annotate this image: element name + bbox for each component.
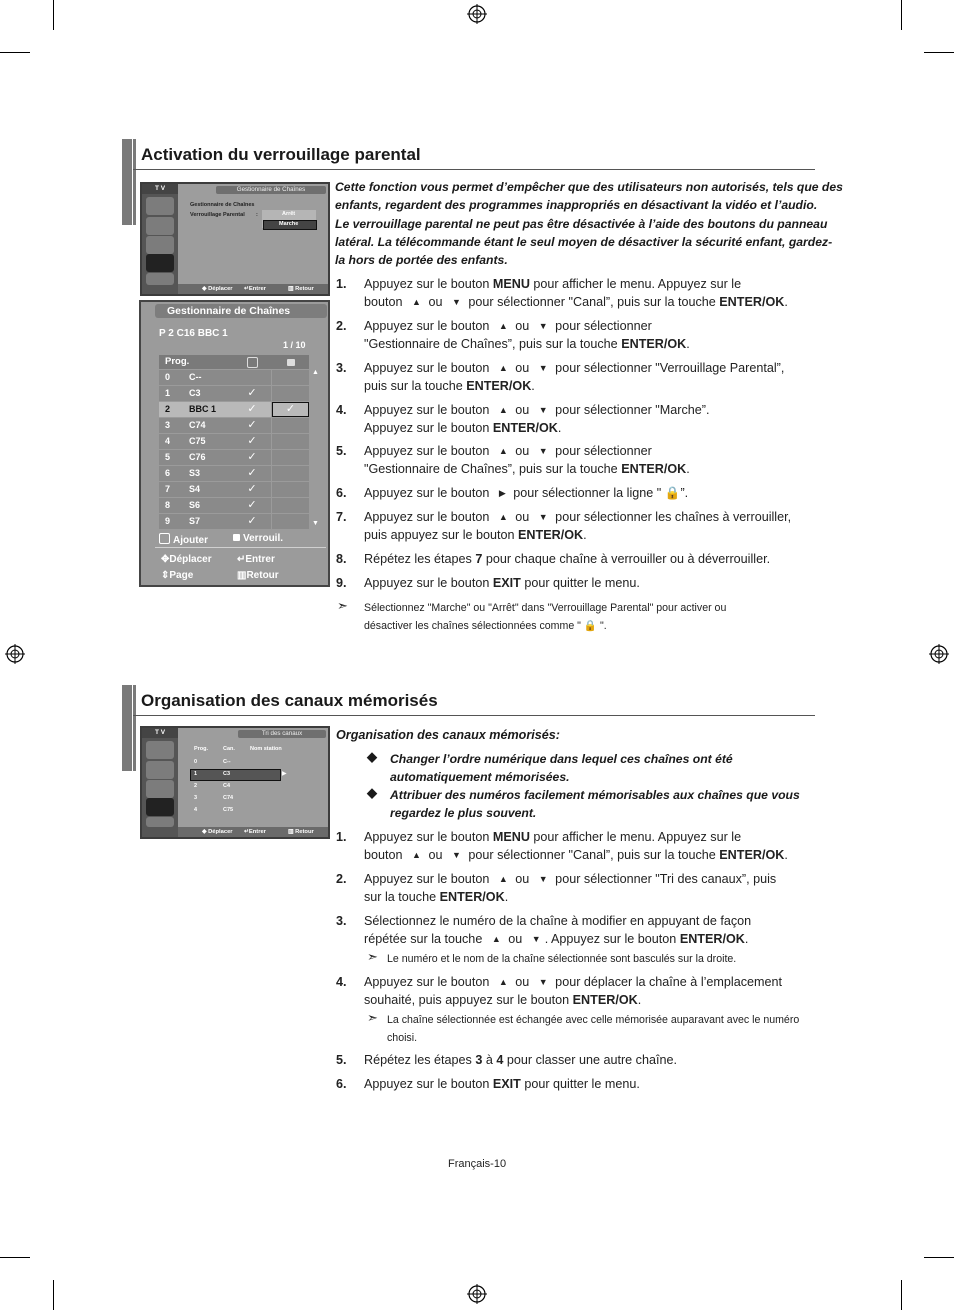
add-icon [159, 533, 170, 544]
tv-sidebar [142, 184, 178, 294]
section-bar [133, 139, 136, 225]
step-text: Appuyez sur le bouton ▲ ou ▼ pour sélectionner [364, 317, 652, 335]
prog-number: 4 [159, 434, 185, 449]
step-number: 4. [336, 975, 347, 989]
step-text: Appuyez sur le bouton EXIT pour quitter le menu. [364, 1077, 640, 1091]
table-row[interactable] [159, 418, 309, 433]
lock-check-icon [272, 514, 309, 529]
step-number: 3. [336, 361, 347, 375]
tv-screen-sort-channels [140, 726, 330, 839]
step-number: 1. [336, 277, 347, 291]
crop-mark [901, 0, 902, 30]
step-text: puis appuyez sur le bouton ENTER/OK. [364, 528, 587, 543]
crop-mark [53, 0, 54, 30]
step-text: bouton ▲ ou ▼ pour sélectionner "Canal”, puis sur la touche ENTER/OK. [364, 293, 788, 311]
prog-number: 4 [194, 807, 198, 813]
add-check-icon: ✓ [233, 386, 271, 401]
add-check-icon: ✓ [233, 498, 271, 513]
step-text: Appuyez sur le bouton ▲ ou ▼ pour sélectionner "Tri des canaux”, puis [364, 870, 776, 888]
footer-return: ▥ Retour [288, 286, 314, 292]
bullet-line: Changer l’ordre numérique dans lequel ces chaînes ont été [390, 752, 733, 766]
table-row[interactable] [159, 498, 309, 513]
input-icon [146, 273, 174, 285]
channel-name: S3 [185, 466, 233, 481]
footer-return: ▥ Retour [288, 829, 314, 835]
note-line: choisi. [387, 1032, 418, 1044]
registration-mark-icon [5, 644, 25, 664]
channel-code: C75 [223, 807, 234, 813]
arrow-up-icon: ▲ [498, 874, 508, 884]
move-right-icon: ▶ [282, 771, 287, 777]
move-label: Déplacer [169, 554, 212, 565]
prog-number: 7 [159, 482, 185, 497]
column-prog: Prog. [194, 746, 209, 752]
screen-header: Tri des canaux [238, 730, 326, 738]
add-check-icon: ✓ [233, 434, 271, 449]
prog-number: 1 [159, 386, 185, 401]
registration-mark-icon [467, 1284, 487, 1304]
column-name: Nom station [250, 746, 282, 752]
prog-number: 0 [159, 370, 185, 385]
step-text: sur la touche ENTER/OK. [364, 890, 509, 905]
arrow-down-icon: ▼ [451, 850, 461, 861]
add-check-icon: ✓ [233, 466, 271, 481]
lock-label: Verrouil. [243, 533, 284, 544]
note-line: La chaîne sélectionnée est échangée avec celle mémorisée auparavant avec le numéro [387, 1014, 800, 1026]
lock-check-icon [272, 434, 309, 449]
bullet [367, 750, 733, 787]
section-bar [122, 139, 132, 225]
channel-name: C75 [185, 434, 233, 449]
lock-check-icon [272, 418, 309, 433]
menu-item: Gestionnaire de Chaînes [190, 202, 255, 208]
arrow-up-icon: ▲ [498, 405, 508, 415]
note-line: Sélectionnez "Marche" ou "Arrêt" dans "Verrouillage Parental" pour activer ou [364, 602, 727, 614]
footer-move: ◆ Déplacer [202, 829, 233, 835]
channel-name: C3 [185, 386, 233, 401]
arrow-up-icon: ▲ [498, 977, 508, 987]
bullet [367, 786, 800, 823]
footer-move: ◆ Déplacer [202, 286, 233, 292]
step-number: 5. [336, 1053, 347, 1067]
step-text: répétée sur la touche ▲ ou ▼ . Appuyez sur le bouton ENTER/OK. [364, 930, 748, 948]
arrow-right-icon: ▶ [498, 488, 506, 498]
arrow-up-icon: ▲ [498, 363, 508, 373]
arrow-up-icon: ▲ [498, 512, 508, 522]
column-can: Can. [223, 746, 235, 752]
section-rule [133, 715, 815, 716]
menu-colon: : [256, 212, 258, 218]
step-number: 6. [336, 1077, 347, 1091]
page-number: Français-10 [448, 1158, 507, 1170]
crop-mark [924, 52, 954, 53]
step-number: 9. [336, 576, 347, 590]
lock-check-icon [272, 450, 309, 465]
lock-check-icon: ✓ [272, 402, 309, 417]
channel-name: BBC 1 [185, 402, 233, 417]
section-bar [122, 685, 132, 771]
page-label: Page [169, 570, 194, 581]
channel-manager-screen [139, 300, 330, 587]
arrow-up-icon: ▲ [498, 446, 508, 456]
screen-footer [178, 827, 328, 837]
arrow-down-icon: ▼ [538, 363, 548, 373]
channel-code: C-- [223, 759, 231, 765]
step-number: 6. [336, 486, 347, 500]
crop-mark [901, 1280, 902, 1310]
table-row[interactable] [159, 450, 309, 465]
arrow-down-icon: ▼ [538, 977, 548, 987]
step-text: souhaité, puis appuyez sur le bouton ENTER/OK. [364, 993, 642, 1008]
diamond-icon: ◆ [367, 749, 377, 764]
registration-mark-icon [467, 4, 487, 24]
step-text: Appuyez sur le bouton ▲ ou ▼ pour sélectionner "Verrouillage Parental”, [364, 359, 784, 377]
step-text: puis sur la touche ENTER/OK. [364, 379, 535, 394]
scroll-up-icon[interactable]: ▲ [312, 369, 319, 376]
prog-number: 3 [194, 795, 198, 801]
registration-mark-icon [929, 644, 949, 664]
table-row[interactable] [159, 482, 309, 497]
step-text: Appuyez sur le bouton ▲ ou ▼ pour sélectionner les chaînes à verrouiller, [364, 508, 791, 526]
note-arrow-icon: ➣ [367, 1010, 378, 1025]
bullet-line: Attribuer des numéros facilement mémorisables aux chaînes que vous [390, 788, 800, 802]
channel-name: S7 [185, 514, 233, 529]
crop-mark [0, 52, 30, 53]
intro-line: enfants, regardent des programmes inappropriés en désactivant la vidéo et l’audio. [335, 198, 818, 213]
screen-header: Gestionnaire de Chaînes [216, 186, 326, 194]
channel-name: C-- [185, 370, 233, 385]
add-column-icon [247, 357, 258, 368]
prog-number: 8 [159, 498, 185, 513]
arrow-down-icon: ▼ [538, 512, 548, 522]
intro-text [335, 178, 843, 269]
tv-sidebar [142, 728, 178, 837]
arrow-down-icon: ▼ [538, 446, 548, 456]
step-text: Répétez les étapes 3 à 4 pour classer une autre chaîne. [364, 1053, 677, 1067]
add-check-icon: ✓ [233, 482, 271, 497]
table-row[interactable] [159, 386, 309, 401]
prog-number: 3 [159, 418, 185, 433]
footer-enter: ↵Entrer [244, 829, 266, 835]
prog-number: 0 [194, 759, 198, 765]
step-text: Appuyez sur le bouton ENTER/OK. [364, 421, 562, 436]
menu-item: Verrouillage Parental [190, 212, 245, 218]
section-title: Activation du verrouillage parental [141, 145, 421, 164]
step-text: bouton ▲ ou ▼ pour sélectionner "Canal”, puis sur la touche ENTER/OK. [364, 846, 788, 864]
enter-legend: ↵Entrer [237, 554, 275, 565]
selected-row [190, 769, 281, 781]
arrow-up-icon: ▲ [412, 850, 421, 861]
screen-footer [178, 284, 328, 294]
step-text: Appuyez sur le bouton MENU pour afficher le menu. Appuyez sur le [364, 830, 742, 844]
channel-icon [146, 780, 174, 798]
arrow-down-icon: ▼ [538, 405, 548, 415]
lock-check-icon [272, 466, 309, 481]
sound-icon [146, 761, 174, 779]
sound-icon [146, 217, 174, 235]
scroll-down-icon[interactable]: ▼ [312, 520, 319, 527]
step-number: 1. [336, 830, 347, 844]
note-line: Le numéro et le nom de la chaîne sélectionnée sont basculés sur la droite. [387, 953, 737, 965]
prog-number: 1 [194, 771, 198, 777]
screen-header: Gestionnaire de Chaînes [155, 304, 327, 318]
step-number: 3. [336, 914, 347, 928]
table-row[interactable] [159, 466, 309, 481]
table-row[interactable] [159, 402, 309, 417]
lock-icon [233, 534, 240, 541]
lock-check-icon [272, 498, 309, 513]
diamond-icon: ◆ [367, 785, 377, 800]
enter-label: Entrer [245, 554, 275, 565]
step-number: 5. [336, 444, 347, 458]
step-text: "Gestionnaire de Chaînes”, puis sur la touche ENTER/OK. [364, 337, 690, 352]
arrow-up-icon: ▲ [491, 934, 501, 945]
tv-label: T V [142, 184, 178, 194]
crop-mark [0, 1257, 30, 1258]
channel-icon [146, 236, 174, 254]
arrow-down-icon: ▼ [538, 321, 548, 331]
table-row[interactable] [159, 370, 309, 385]
section-rule [133, 169, 815, 170]
arrow-up-icon: ▲ [498, 321, 508, 331]
arrow-down-icon: ▼ [451, 297, 461, 308]
step-text: Appuyez sur le bouton EXIT pour quitter le menu. [364, 576, 640, 590]
channel-code: C3 [223, 771, 231, 777]
channel-name: C74 [185, 418, 233, 433]
step-number: 7. [336, 510, 347, 524]
lock-check-icon [272, 386, 309, 401]
tv-screen-parental-lock [140, 182, 330, 296]
note-arrow-icon: ➣ [367, 949, 378, 964]
table-row[interactable] [159, 514, 309, 529]
subsection-title: Organisation des canaux mémorisés: [336, 728, 560, 742]
step-text: Appuyez sur le bouton ▲ ou ▼ pour sélectionner [364, 442, 652, 460]
intro-line: latéral. La télécommande étant le seul moyen de désactiver la sécurité enfant, gardez- [335, 234, 833, 249]
step-text: Appuyez sur le bouton ▶ pour sélectionner la ligne " 🔒”. [364, 484, 688, 502]
step-text: Sélectionnez le numéro de la chaîne à modifier en appuyant de façon [364, 914, 752, 928]
intro-line: Le verrouillage parental ne peut pas être désactivée à l’aide des boutons du panneau [335, 216, 828, 231]
footer-enter: ↵Entrer [244, 286, 266, 292]
lock-icon: 🔒 [664, 486, 681, 500]
step-number: 8. [336, 552, 347, 566]
bullet-line: automatiquement mémorisées. [390, 770, 570, 785]
legend-divider [155, 547, 326, 548]
step-text: "Gestionnaire de Chaînes”, puis sur la touche ENTER/OK. [364, 462, 690, 477]
channel-code: C4 [223, 783, 231, 789]
intro-line: la hors de portée des enfants. [335, 253, 508, 268]
arrow-down-icon: ▼ [538, 874, 548, 884]
current-channel: P 2 C16 BBC 1 [159, 328, 228, 339]
option-off: Arrêt [282, 211, 296, 217]
prog-number: 5 [159, 450, 185, 465]
lock-check-icon [272, 482, 309, 497]
channel-code: C74 [223, 795, 234, 801]
crop-mark [924, 1257, 954, 1258]
add-legend [159, 533, 208, 546]
lock-legend [233, 533, 283, 544]
add-check-icon: ✓ [233, 450, 271, 465]
step-text: Appuyez sur le bouton MENU pour afficher le menu. Appuyez sur le [364, 277, 742, 291]
channel-name: S4 [185, 482, 233, 497]
option-on: Marche [279, 221, 299, 227]
picture-icon [146, 741, 174, 759]
channel-name: S6 [185, 498, 233, 513]
prog-number: 9 [159, 514, 185, 529]
move-legend: ✥Déplacer [161, 554, 212, 565]
note-arrow-icon: ➣ [337, 598, 348, 613]
page-indicator: 1 / 10 [283, 340, 306, 350]
lock-column-icon [287, 359, 295, 366]
crop-mark [53, 1280, 54, 1310]
table-header [159, 355, 309, 369]
return-label: Retour [246, 570, 279, 581]
tv-label: T V [142, 728, 178, 738]
add-check-icon: ✓ [233, 402, 271, 417]
table-row[interactable] [159, 434, 309, 449]
return-legend: ▥Retour [237, 570, 279, 581]
channel-name: C76 [185, 450, 233, 465]
section-bar [133, 685, 136, 771]
add-check-icon: ✓ [233, 514, 271, 529]
step-text: Appuyez sur le bouton ▲ ou ▼ pour sélectionner "Marche”. [364, 401, 709, 419]
picture-icon [146, 197, 174, 215]
input-icon [146, 817, 174, 827]
section-title: Organisation des canaux mémorisés [141, 691, 438, 710]
note-line: désactiver les chaînes sélectionnées comme " 🔒 ". [364, 620, 607, 632]
setup-icon [146, 254, 174, 272]
add-label: Ajouter [173, 535, 208, 546]
page-legend: ⇕Page [161, 570, 194, 581]
setup-icon [146, 798, 174, 816]
column-prog: Prog. [165, 356, 190, 367]
step-text: Répétez les étapes 7 pour chaque chaîne à verrouiller ou à déverrouiller. [364, 552, 771, 566]
add-check-icon: ✓ [233, 418, 271, 433]
prog-number: 2 [159, 402, 185, 417]
arrow-up-icon: ▲ [412, 297, 421, 308]
step-number: 4. [336, 403, 347, 417]
prog-number: 6 [159, 466, 185, 481]
intro-line: Cette fonction vous permet d’empêcher que des utilisateurs non autorisés, tels que des [335, 180, 843, 194]
arrow-down-icon: ▼ [531, 934, 541, 945]
lock-check-icon [272, 370, 309, 385]
prog-number: 2 [194, 783, 198, 789]
bullet-line: regardez le plus souvent. [390, 806, 537, 821]
step-text: Appuyez sur le bouton ▲ ou ▼ pour déplacer la chaîne à l’emplacement [364, 973, 782, 991]
add-check-icon [233, 370, 271, 385]
step-number: 2. [336, 872, 347, 886]
step-number: 2. [336, 319, 347, 333]
